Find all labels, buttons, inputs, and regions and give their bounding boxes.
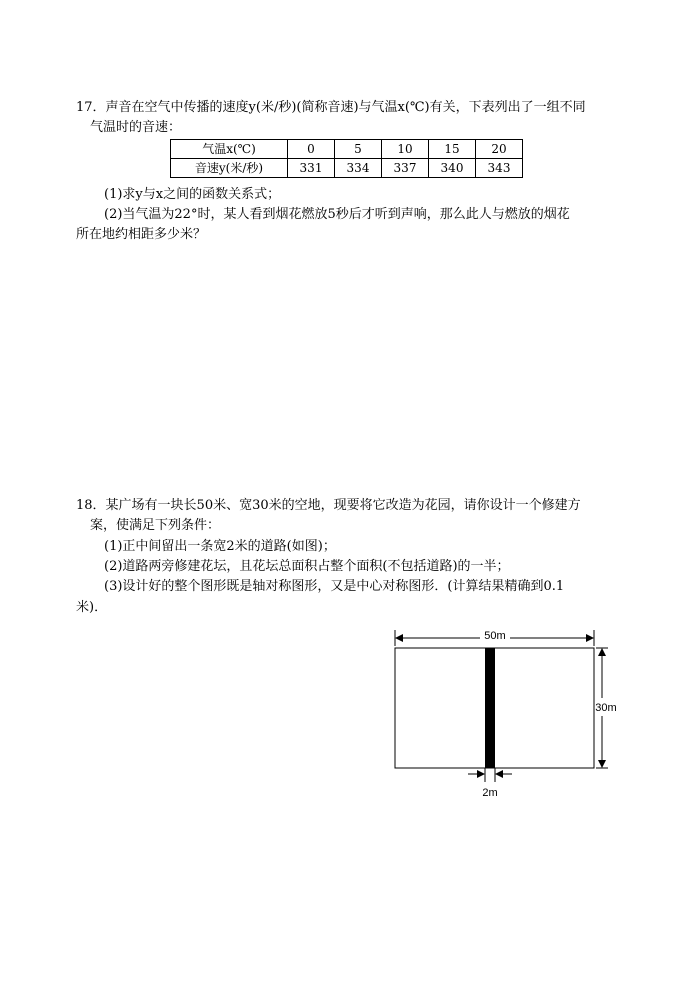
table-cell: 10 [382,140,429,159]
table-cell: 334 [335,159,382,178]
table-cell: 331 [288,159,335,178]
garden-diagram [380,622,630,804]
q17-sub-2-line-2: 所在地约相距多少米？ [76,227,207,242]
q18-cond-2: (2)道路两旁修建花坛，且花坛总面积占整个面积(不包括道路)的一半； [104,559,510,574]
q18-cond-3-line-2: 米)． [76,600,108,615]
q17-line-2: 气温时的音速： [90,120,182,135]
height-label: 30m [595,702,617,714]
q18-cond-1: (1)正中间留出一条宽2米的道路(如图)； [104,539,336,554]
q17-line-1: 17．声音在空气中传播的速度y(米/秒)(简称音速)与气温x(℃)有关，下表列出了一组不同 [76,100,586,115]
q18-line-2: 案，使满足下列条件： [90,518,221,533]
table-cell: 15 [429,140,476,159]
q18-line-1: 18．某广场有一块长50米、宽30米的空地，现要将它改造为花园，请你设计一个修建方 [76,498,581,513]
road-width-label: 2m [482,787,498,799]
table-row [171,140,523,159]
table-cell: 343 [476,159,523,178]
table-cell: 337 [382,159,429,178]
q17-sub-2-line-1: (2)当气温为22°时，某人看到烟花燃放5秒后才听到声响，那么此人与燃放的烟花 [104,207,570,222]
row-label-temperature: 气温x(℃) [171,140,288,159]
row-label-speed: 音速y(米/秒) [171,159,288,178]
table-cell: 0 [288,140,335,159]
temperature-speed-table [170,139,523,178]
table-cell: 340 [429,159,476,178]
table-cell: 20 [476,140,523,159]
table-cell: 5 [335,140,382,159]
q18-cond-3-line-1: (3)设计好的整个图形既是轴对称图形，又是中心对称图形．(计算结果精确到0.1 [104,579,565,594]
width-label: 50m [484,630,506,642]
q17-sub-1: (1)求y与x之间的函数关系式； [104,187,281,202]
road [485,648,495,768]
table-row [171,159,523,178]
